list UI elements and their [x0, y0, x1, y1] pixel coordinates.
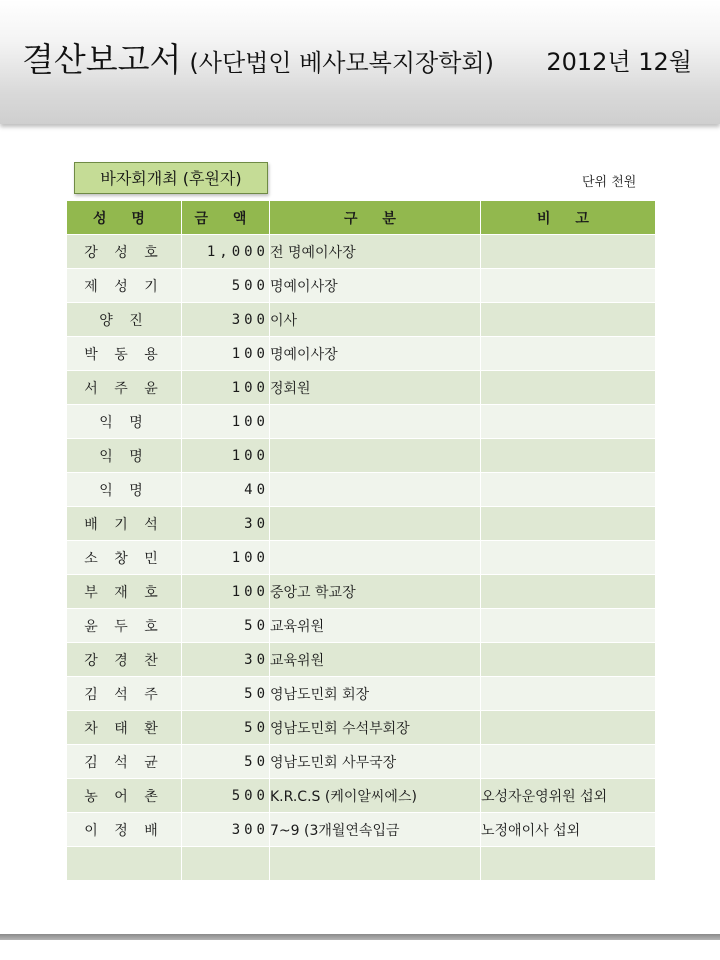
section-label: 바자회개최 (후원자): [74, 162, 268, 194]
cell-category: [270, 439, 481, 473]
column-header-note: 비 고: [481, 201, 656, 235]
cell-name: 제 성 기: [67, 269, 182, 303]
donor-table: [66, 200, 656, 881]
cell-name: 김 석 주: [67, 677, 182, 711]
table-row: [67, 371, 656, 405]
table-row: [67, 541, 656, 575]
cell-note: [481, 405, 656, 439]
page-title: [22, 40, 494, 83]
cell-amount: 30: [182, 643, 270, 677]
cell-note: [481, 371, 656, 405]
cell-category: [270, 507, 481, 541]
cell-amount: 1,000: [182, 235, 270, 269]
cell-name: 차 태 환: [67, 711, 182, 745]
cell-amount: 100: [182, 575, 270, 609]
cell-name: 윤 두 호: [67, 609, 182, 643]
cell-category: [270, 541, 481, 575]
table-row: [67, 745, 656, 779]
title-text: 결산보고서: [22, 40, 182, 79]
cell-note: [481, 745, 656, 779]
table-row: [67, 405, 656, 439]
cell-category: [270, 473, 481, 507]
cell-name: 서 주 윤: [67, 371, 182, 405]
column-header-amount: 금 액: [182, 201, 270, 235]
cell-category: 영남도민회 수석부회장: [270, 711, 481, 745]
cell-amount: [182, 847, 270, 881]
table-row: [67, 575, 656, 609]
cell-note: [481, 439, 656, 473]
cell-note: [481, 269, 656, 303]
cell-amount: 100: [182, 337, 270, 371]
cell-category: 7~9 (3개월연속입금: [270, 813, 481, 847]
cell-amount: 100: [182, 405, 270, 439]
cell-amount: 300: [182, 303, 270, 337]
cell-category: [270, 847, 481, 881]
unit-label: 단위 천원: [582, 175, 637, 190]
cell-category: 교육위원: [270, 643, 481, 677]
cell-name: 강 성 호: [67, 235, 182, 269]
cell-name: 익 명: [67, 405, 182, 439]
cell-amount: 50: [182, 745, 270, 779]
cell-note: [481, 643, 656, 677]
table-row: [67, 677, 656, 711]
table-row: [67, 711, 656, 745]
cell-amount: 500: [182, 269, 270, 303]
cell-amount: 100: [182, 439, 270, 473]
table-row: [67, 847, 656, 881]
cell-amount: 30: [182, 507, 270, 541]
cell-note: [481, 473, 656, 507]
cell-note: 노정애이사 섭외: [481, 813, 656, 847]
cell-category: 이사: [270, 303, 481, 337]
cell-category: 영남도민회 사무국장: [270, 745, 481, 779]
cell-name: 양 진: [67, 303, 182, 337]
cell-name: 강 경 찬: [67, 643, 182, 677]
table-row: [67, 235, 656, 269]
cell-name: 익 명: [67, 439, 182, 473]
cell-note: [481, 235, 656, 269]
table-header-row: [67, 201, 656, 235]
cell-name: 이 정 배: [67, 813, 182, 847]
cell-note: [481, 337, 656, 371]
cell-name: 소 창 민: [67, 541, 182, 575]
report-date: 2012년 12월: [546, 48, 692, 76]
footer-divider: [0, 934, 720, 940]
cell-amount: 500: [182, 779, 270, 813]
page-subtitle: (사단법인 베사모복지장학회): [189, 49, 494, 77]
cell-category: 명예이사장: [270, 269, 481, 303]
cell-amount: 40: [182, 473, 270, 507]
cell-name: 농 어 촌: [67, 779, 182, 813]
cell-name: 박 동 용: [67, 337, 182, 371]
cell-category: K.R.C.S (케이알씨에스): [270, 779, 481, 813]
cell-note: [481, 507, 656, 541]
header-banner: [0, 0, 720, 124]
cell-name: [67, 847, 182, 881]
cell-amount: 50: [182, 609, 270, 643]
cell-name: 익 명: [67, 473, 182, 507]
column-header-name: 성 명: [67, 201, 182, 235]
cell-name: 배 기 석: [67, 507, 182, 541]
cell-note: 오성자운영위원 섭외: [481, 779, 656, 813]
cell-note: [481, 711, 656, 745]
table-row: [67, 439, 656, 473]
table-row: [67, 337, 656, 371]
cell-amount: 50: [182, 711, 270, 745]
table-row: [67, 609, 656, 643]
cell-note: [481, 541, 656, 575]
table-row: [67, 813, 656, 847]
table-row: [67, 269, 656, 303]
table-body: [67, 235, 656, 881]
cell-category: 명예이사장: [270, 337, 481, 371]
cell-category: 중앙고 학교장: [270, 575, 481, 609]
table-row: [67, 779, 656, 813]
cell-category: 전 명예이사장: [270, 235, 481, 269]
cell-note: [481, 575, 656, 609]
cell-note: [481, 303, 656, 337]
cell-category: [270, 405, 481, 439]
column-header-category: 구 분: [270, 201, 481, 235]
cell-note: [481, 609, 656, 643]
cell-name: 김 석 균: [67, 745, 182, 779]
cell-note: [481, 847, 656, 881]
cell-amount: 300: [182, 813, 270, 847]
table-row: [67, 303, 656, 337]
cell-amount: 100: [182, 541, 270, 575]
cell-amount: 100: [182, 371, 270, 405]
table-row: [67, 507, 656, 541]
cell-category: 정회원: [270, 371, 481, 405]
cell-category: 교육위원: [270, 609, 481, 643]
cell-amount: 50: [182, 677, 270, 711]
cell-name: 부 재 호: [67, 575, 182, 609]
table-row: [67, 473, 656, 507]
cell-category: 영남도민회 회장: [270, 677, 481, 711]
table-row: [67, 643, 656, 677]
cell-note: [481, 677, 656, 711]
